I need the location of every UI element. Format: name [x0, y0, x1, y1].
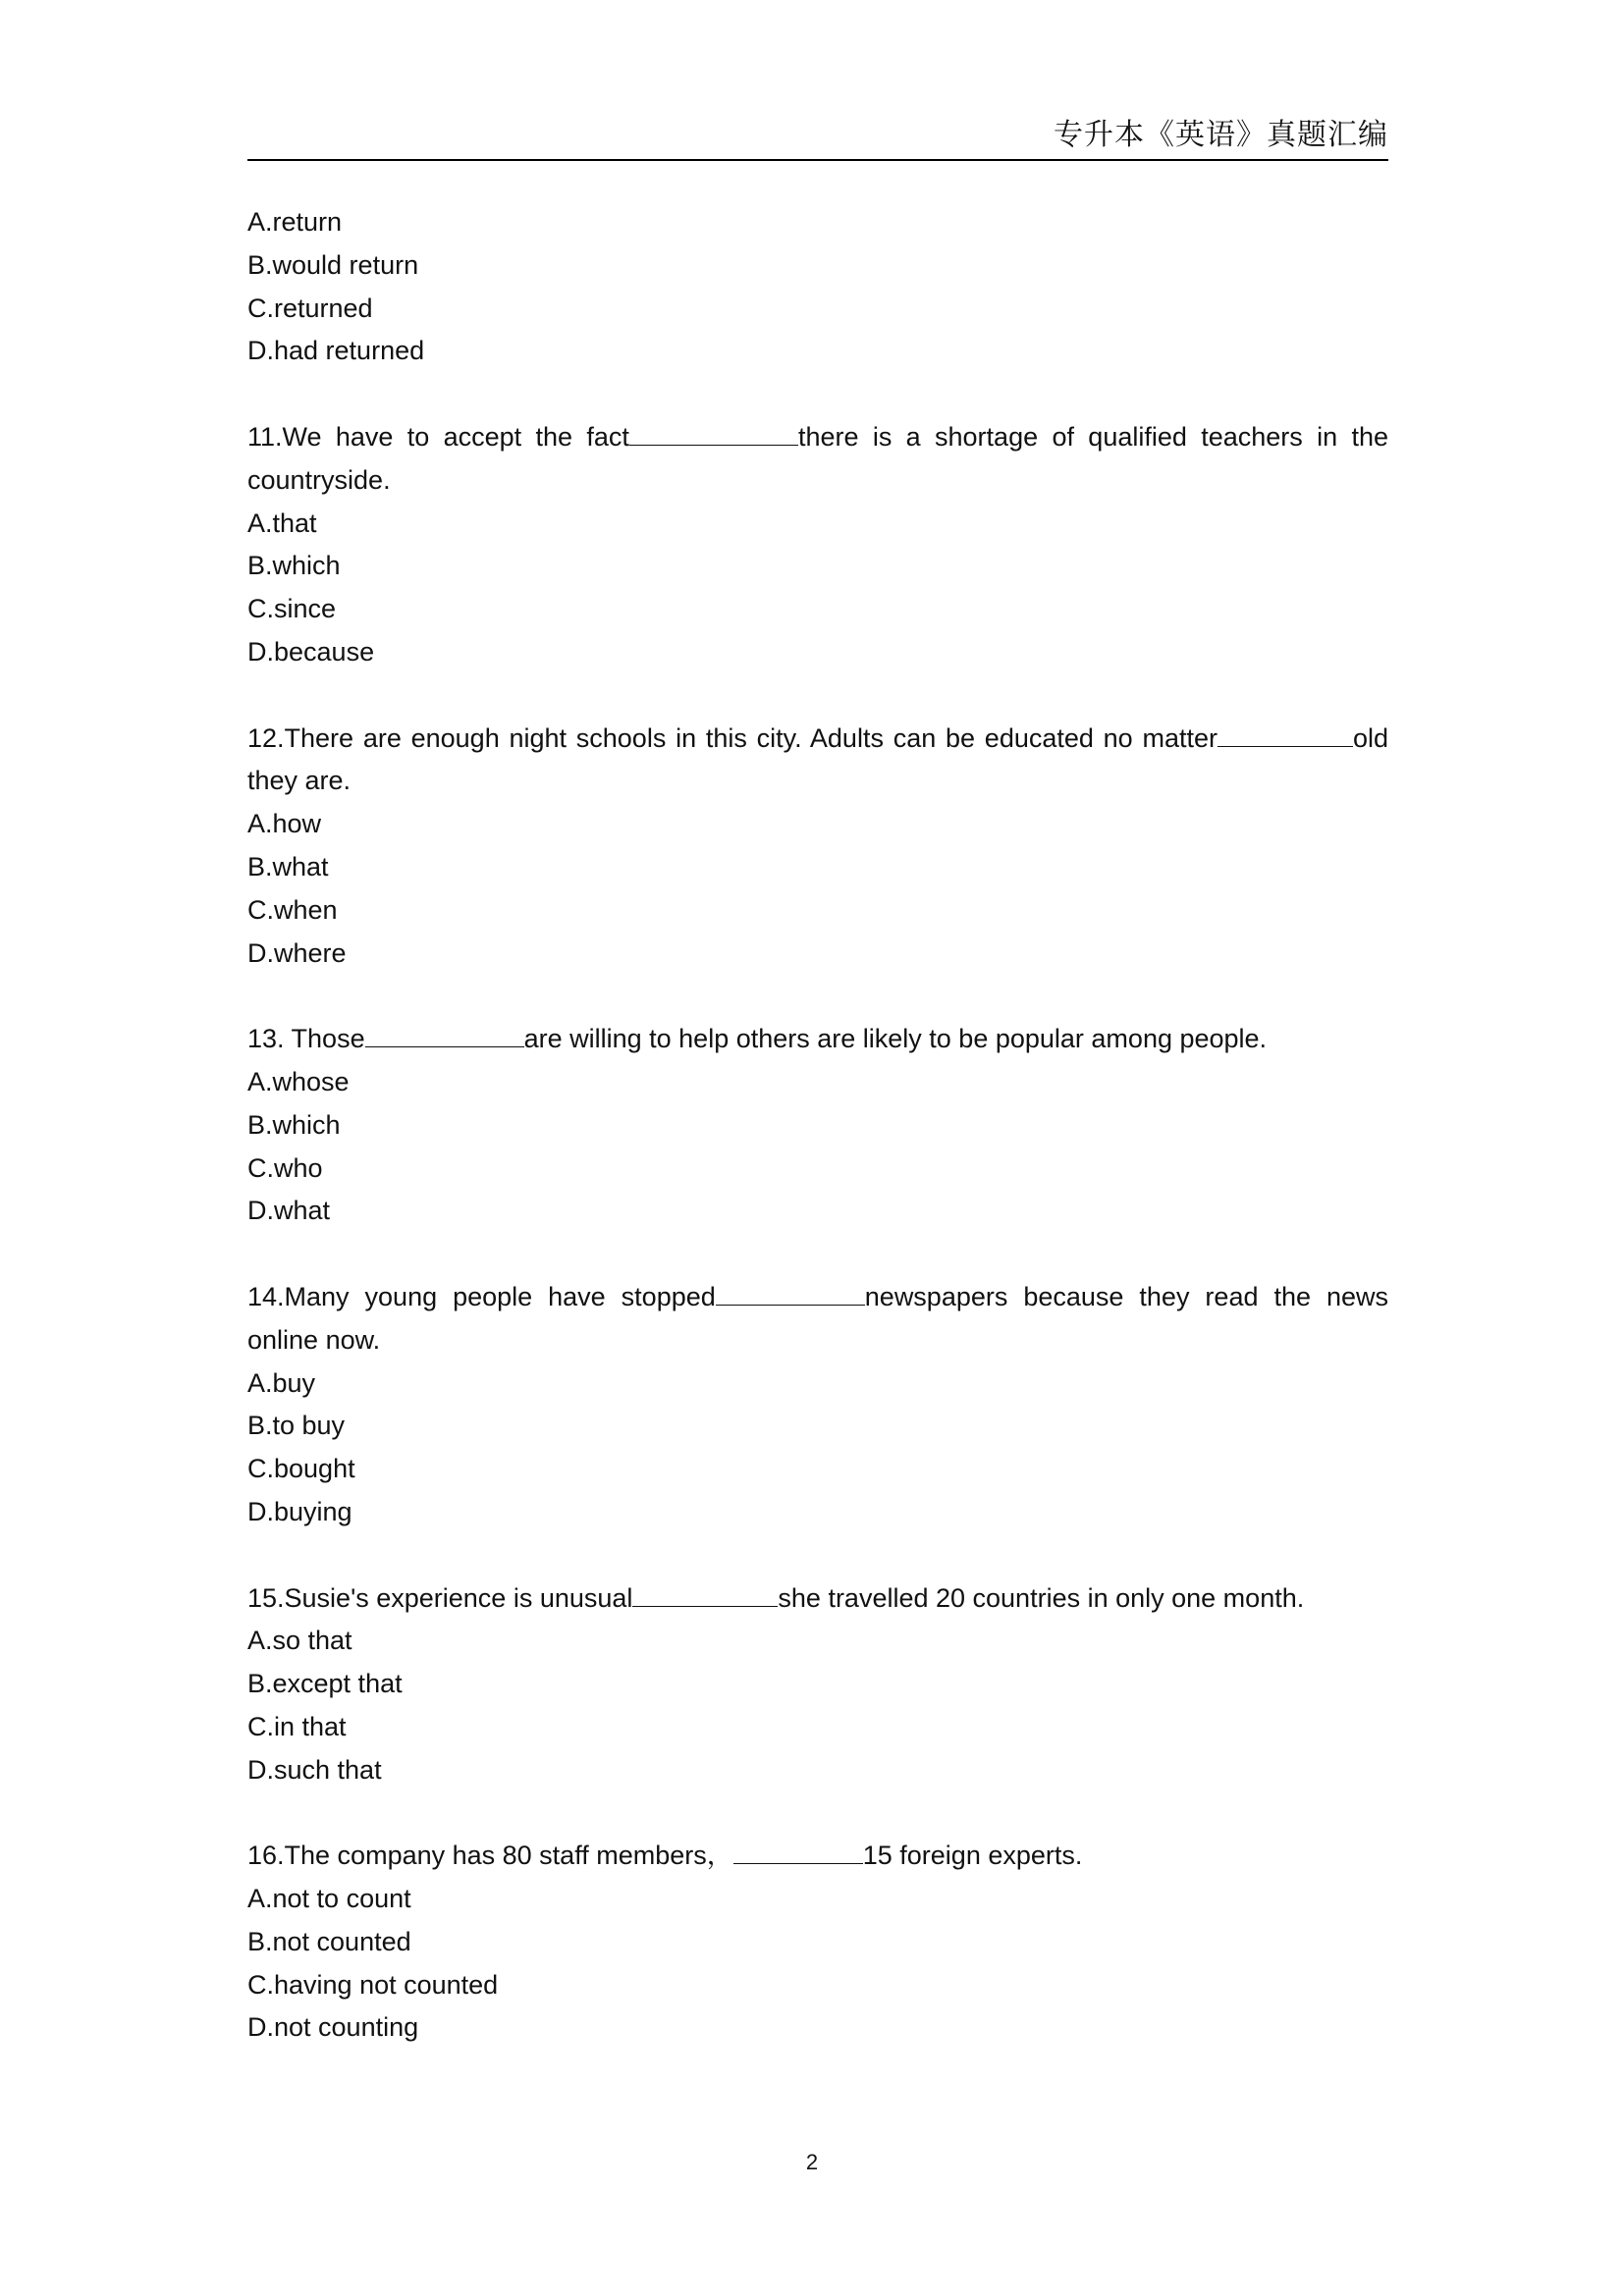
question-stem — [247, 1577, 1388, 1621]
option-b: B.to buy — [247, 1411, 346, 1441]
page-number: 2 — [805, 2150, 819, 2174]
question-text-before: 12.There are enough night schools in this city. Adults can be educated no matter — [247, 722, 1218, 753]
option-c: C.since — [247, 594, 337, 624]
option-b: B.which — [247, 551, 341, 581]
question-text-before: 15.Susie's experience is unusual — [247, 1582, 633, 1613]
answer-blank — [632, 1582, 778, 1607]
option-d: D.what — [247, 1196, 331, 1226]
question-stem — [247, 1276, 1388, 1362]
question-15 — [247, 1577, 1388, 1792]
question-text-after: there is a shortage of qualified teachers in the countryside. — [247, 421, 1389, 495]
option-a: A.not to count — [247, 1884, 411, 1914]
question-stem — [247, 718, 1388, 804]
option-b: B.except that — [247, 1669, 403, 1699]
question-text-before: 13. Those — [247, 1024, 365, 1054]
answer-blank — [1218, 722, 1353, 747]
option-a: A.how — [247, 809, 322, 839]
page-content — [247, 201, 1388, 2050]
option-a: A.buy — [247, 1367, 316, 1398]
question-14 — [247, 1276, 1388, 1534]
option-c: C.when — [247, 894, 338, 925]
question-13 — [247, 1018, 1388, 1233]
answer-blank — [716, 1281, 865, 1306]
carryover-options — [247, 201, 1388, 373]
option-d: D.not counting — [247, 2012, 419, 2043]
question-text-after: newspapers because they read the news online now. — [247, 1281, 1389, 1355]
spacer — [247, 1233, 1388, 1276]
question-text-after: old they are. — [247, 722, 1388, 796]
question-text-before: 16.The company has 80 staff members， — [247, 1841, 733, 1871]
option: C.returned — [247, 293, 373, 323]
option: B.would return — [247, 249, 419, 280]
option-b: B.which — [247, 1109, 341, 1140]
option: A.return — [247, 207, 343, 237]
option-a: A.so that — [247, 1626, 352, 1656]
option-d: D.because — [247, 636, 375, 667]
question-text-before: 11.We have to accept the fact — [247, 421, 629, 452]
question-16 — [247, 1835, 1388, 2050]
option-c: C.who — [247, 1152, 323, 1183]
question-stem — [247, 1835, 1388, 1878]
answer-blank — [629, 421, 798, 446]
option-d: D.buying — [247, 1496, 352, 1526]
answer-blank — [365, 1023, 524, 1047]
spacer — [247, 1791, 1388, 1835]
option-a: A.whose — [247, 1066, 350, 1096]
spacer — [247, 674, 1388, 718]
page-header — [247, 116, 1388, 161]
spacer — [247, 1534, 1388, 1577]
option-b: B.what — [247, 851, 329, 881]
question-stem — [247, 1018, 1388, 1061]
option-d: D.such that — [247, 1754, 382, 1785]
option-d: D.where — [247, 937, 347, 968]
question-text-after: 15 foreign experts. — [862, 1841, 1083, 1871]
option-c: C.in that — [247, 1711, 347, 1741]
option-a: A.that — [247, 507, 317, 538]
question-stem — [247, 416, 1388, 503]
question-11 — [247, 416, 1388, 674]
option-c: C.bought — [247, 1454, 355, 1484]
question-text-after: are willing to help others are likely to be popular among people. — [523, 1024, 1268, 1054]
question-text-after: she travelled 20 countries in only one month. — [778, 1582, 1305, 1613]
option-b: B.not counted — [247, 1926, 411, 1956]
option-c: C.having not counted — [247, 1969, 499, 2000]
option: D.had returned — [247, 336, 425, 366]
answer-blank — [733, 1840, 863, 1864]
header-title: 专升本《英语》真题汇编 — [1054, 118, 1388, 152]
question-text-before: 14.Many young people have stopped — [247, 1281, 716, 1311]
spacer — [247, 373, 1388, 416]
spacer — [247, 975, 1388, 1018]
question-12 — [247, 718, 1388, 976]
